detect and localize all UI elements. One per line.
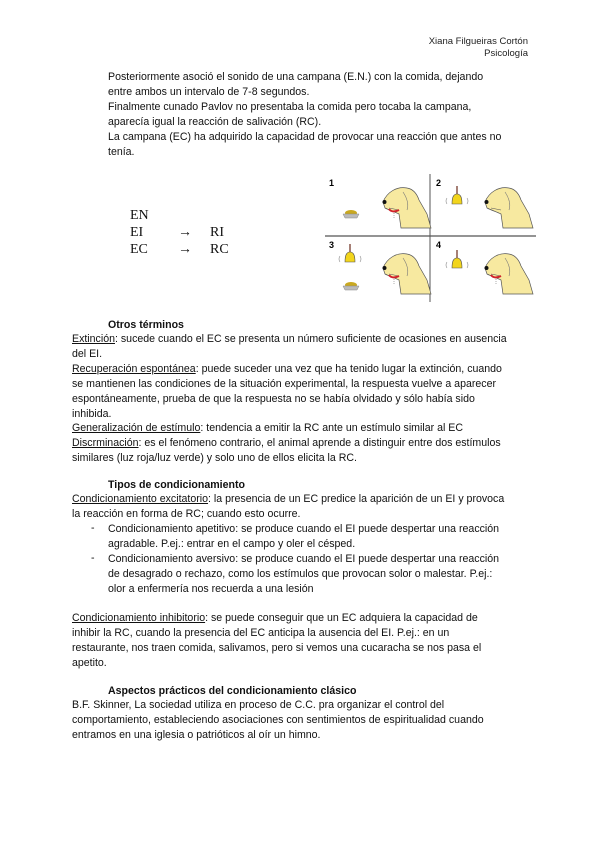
term: Recuperación espontánea	[72, 363, 196, 375]
author-name: Xiana Filgueiras Cortón	[428, 36, 528, 47]
panel-number: 4	[436, 240, 442, 250]
dog-icon	[485, 254, 534, 294]
bell-icon	[446, 250, 468, 268]
paragraph-line: entramos en una iglesia o patrióticos al oír un himno.	[72, 729, 321, 741]
food-bowl-icon	[343, 210, 359, 218]
panel-number: 1	[329, 178, 335, 188]
arrow-icon	[178, 207, 210, 224]
formula-stimulus: EN	[130, 208, 149, 223]
panel-number: 3	[329, 240, 335, 250]
term: Extinción	[72, 333, 115, 345]
arrow-icon: →	[178, 225, 192, 240]
definition-line: espontáneamente, prueba de que la respuesta no se había olvidado y sólo había sido	[72, 393, 475, 405]
dog-icon	[383, 254, 432, 294]
formula-stimulus: EI	[130, 225, 144, 240]
formula-row	[130, 241, 229, 258]
definition-text: : se puede conseguir que un EC adquiera la capacidad de	[205, 612, 478, 624]
formula-row	[130, 224, 229, 241]
definition-text: : la presencia de un EC predice la aparición de un EI y provoca	[208, 493, 505, 505]
panel-number: 2	[436, 178, 442, 188]
intro-line: entre ambos un intervalo de 7-8 segundos.	[108, 86, 310, 98]
definition-text: : sucede cuando el EC se presenta un número suficiente de ocasiones en ausencia	[115, 333, 507, 345]
term: Generalización de estímulo	[72, 422, 201, 434]
section-heading: Otros términos	[108, 319, 184, 331]
bullet-line: de desagrado o rechazo, como los estímulos que provocan solor o malestar. P.ej.:	[108, 568, 493, 580]
definition-line: inhibir la RC, cuando la presencia del EC anticipa la ausencia del EI. P.ej.: en un	[72, 627, 450, 639]
bullet-line: Condicionamiento aversivo: se produce cuando el EI puede despertar una reacción	[108, 553, 500, 565]
intro-line: La campana (EC) ha adquirido la capacidad de provocar una reacción que antes no	[108, 131, 502, 143]
intro-line: tenía.	[108, 146, 135, 158]
section-heading: Aspectos prácticos del condicionamiento clásico	[108, 685, 357, 697]
definition-text: : es el fenómeno contrario, el animal aprende a distinguir entre dos estímulos	[138, 437, 501, 449]
intro-line: Finalmente cunado Pavlov no presentaba la comida pero tocaba la campana,	[108, 101, 472, 113]
definition-line: inhibida.	[72, 408, 112, 420]
formula-row	[130, 207, 229, 224]
bullet-marker: -	[91, 522, 95, 534]
definition-line: se mantienen las condiciones de la situación experimental, la respuesta vuelve a aparecer	[72, 378, 496, 390]
dog-icon	[383, 188, 432, 228]
intro-line: Posteriormente asoció el sonido de una campana (E.N.) con la comida, dejando	[108, 71, 484, 83]
definition-extincion	[72, 332, 507, 348]
term: Discrminación	[72, 437, 139, 449]
definition-inhibitorio	[72, 611, 478, 627]
paragraph-line: B.F. Skinner, La sociedad utiliza en proceso de C.C. pra organizar el control del	[72, 699, 445, 711]
paragraph-line: comportamiento, estableciendo asociaciones con sentimientos de espiritualidad cuando	[72, 714, 484, 726]
bullet-marker: -	[91, 552, 95, 564]
formula-response: RI	[210, 225, 224, 240]
definition-line: apetito.	[72, 657, 107, 669]
pavlov-dog-figure	[323, 172, 538, 307]
bullet-line: Condicionamiento apetitivo: se produce cuando el EI puede despertar una reacción	[108, 523, 500, 535]
formula-response: RC	[210, 242, 229, 257]
definition-generalizacion	[72, 421, 463, 437]
definition-text: : puede suceder una vez que ha tenido lugar la extinción, cuando	[195, 363, 502, 375]
definition-excitatorio	[72, 492, 504, 508]
term: Condicionamiento excitatorio	[72, 493, 209, 505]
definition-line: restaurante, nos traen comida, salivamos, pero si vemos una cucaracha se nos pasa el	[72, 642, 482, 654]
subject-name: Psicología	[484, 48, 528, 59]
definition-line: similares (luz roja/luz verde) y solo uno de ellos elicita la RC.	[72, 452, 357, 464]
definition-text: : tendencia a emitir la RC ante un estímulo similar al EC	[200, 422, 463, 434]
intro-line: aparecía igual la reacción de salivación (RC).	[108, 116, 322, 128]
conditioning-formula	[130, 207, 229, 258]
food-bowl-icon	[343, 282, 359, 290]
section-heading: Tipos de condicionamiento	[108, 479, 245, 491]
page-header	[429, 36, 528, 60]
bullet-line: olor a enfermería nos recuerda a una lesión	[108, 583, 314, 595]
bell-icon	[446, 186, 468, 204]
definition-line: del EI.	[72, 348, 103, 360]
definition-line: la reacción en forma de RC; cuando esto ocurre.	[72, 508, 301, 520]
definition-discriminacion	[72, 436, 501, 452]
arrow-icon: →	[178, 242, 192, 257]
bell-icon	[339, 244, 361, 262]
term: Condicionamiento inhibitorio	[72, 612, 206, 624]
bullet-line: agradable. P.ej.: entrar en el campo y oler el césped.	[108, 538, 356, 550]
definition-recuperacion	[72, 362, 502, 378]
dog-icon	[485, 188, 534, 228]
formula-stimulus: EC	[130, 242, 148, 257]
